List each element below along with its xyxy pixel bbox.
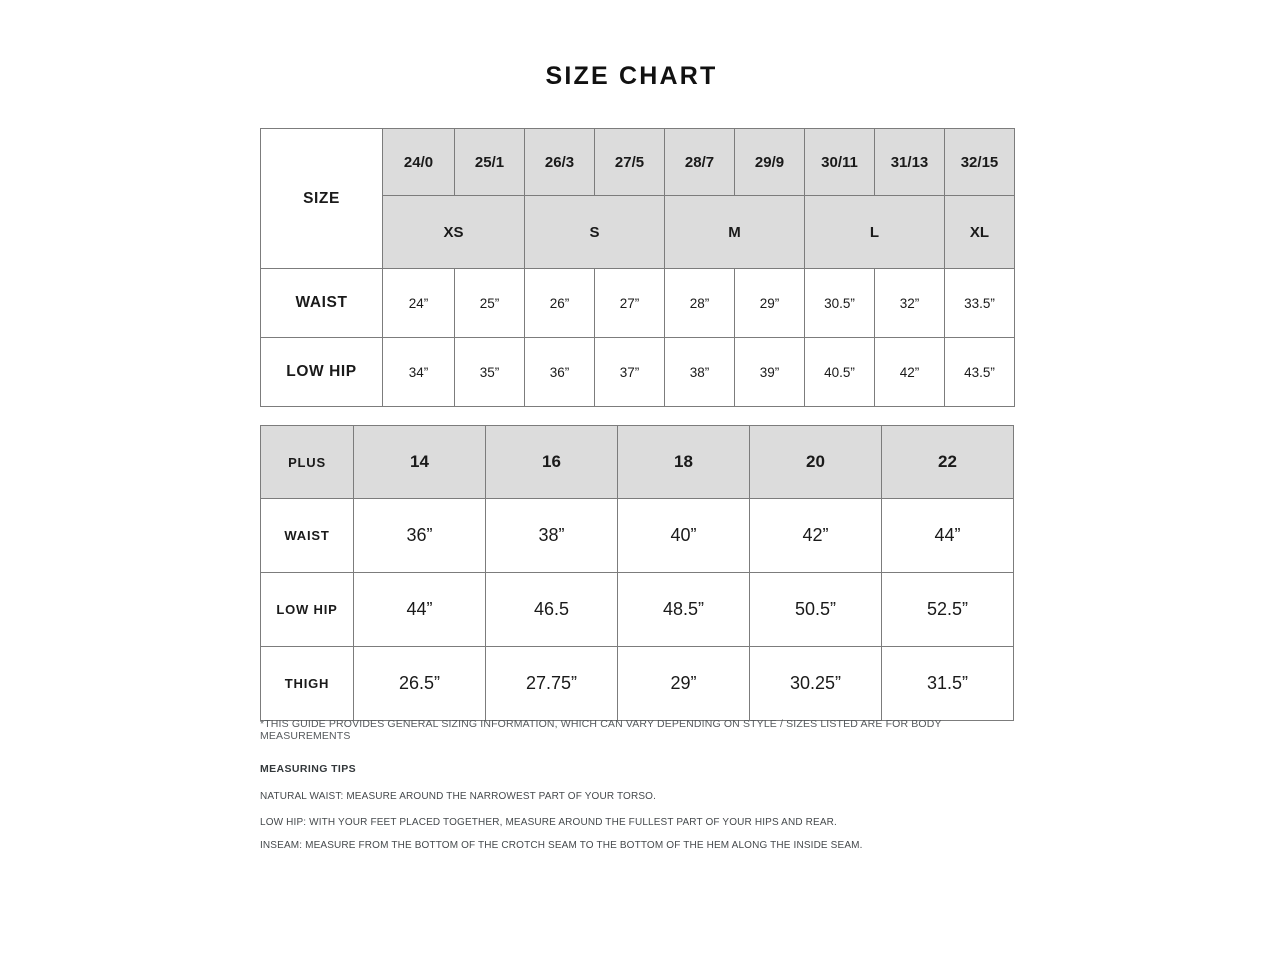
measurement-cell: 30.5”: [805, 269, 875, 338]
size-label-cell: SIZE: [261, 129, 383, 269]
measurement-cell: 27.75”: [486, 647, 618, 721]
row-label-low-hip: LOW HIP: [261, 573, 354, 647]
row-label-waist: WAIST: [261, 499, 354, 573]
measuring-tips-heading: MEASURING TIPS: [260, 763, 357, 775]
table-row: [261, 269, 1015, 338]
measuring-tip: NATURAL WAIST: MEASURE AROUND THE NARROWEST PART OF YOUR TORSO.: [260, 791, 656, 802]
size-header-cell: 32/15: [945, 129, 1015, 196]
measurement-cell: 37”: [595, 338, 665, 407]
sizing-footnote: *THIS GUIDE PROVIDES GENERAL SIZING INFORMATION, WHICH CAN VARY DEPENDING ON STYLE / SIZES LISTED ARE FOR BODY MEASUREMENTS: [260, 718, 942, 742]
measurement-cell: 30.25”: [750, 647, 882, 721]
plus-size-header-cell: 14: [354, 426, 486, 499]
plus-size-header-cell: 18: [618, 426, 750, 499]
measurement-cell: 27”: [595, 269, 665, 338]
plus-label-cell: PLUS: [261, 426, 354, 499]
plus-size-header-cell: 22: [882, 426, 1014, 499]
size-header-cell: 27/5: [595, 129, 665, 196]
letter-size-cell: S: [525, 196, 665, 269]
size-header-cell: 29/9: [735, 129, 805, 196]
measurement-cell: 36”: [354, 499, 486, 573]
measurement-cell: 38”: [665, 338, 735, 407]
measurement-cell: 48.5”: [618, 573, 750, 647]
measurement-cell: 33.5”: [945, 269, 1015, 338]
table-row: [261, 573, 1014, 647]
measurement-cell: 42”: [875, 338, 945, 407]
measurement-cell: 31.5”: [882, 647, 1014, 721]
table-row: [261, 426, 1014, 499]
table-row: [261, 499, 1014, 573]
letter-size-cell: XL: [945, 196, 1015, 269]
size-header-cell: 30/11: [805, 129, 875, 196]
table-row: [261, 129, 1015, 196]
standard-size-table: [260, 128, 1015, 407]
measurement-cell: 44”: [882, 499, 1014, 573]
measurement-cell: 26”: [525, 269, 595, 338]
measurement-cell: 43.5”: [945, 338, 1015, 407]
measurement-cell: 38”: [486, 499, 618, 573]
measurement-cell: 36”: [525, 338, 595, 407]
measurement-cell: 34”: [383, 338, 455, 407]
measurement-cell: 35”: [455, 338, 525, 407]
measurement-cell: 50.5”: [750, 573, 882, 647]
row-label-low-hip: LOW HIP: [261, 338, 383, 407]
size-header-cell: 26/3: [525, 129, 595, 196]
measurement-cell: 25”: [455, 269, 525, 338]
measuring-tip: INSEAM: MEASURE FROM THE BOTTOM OF THE CROTCH SEAM TO THE BOTTOM OF THE HEM ALONG THE INSIDE SEAM.: [260, 840, 863, 851]
letter-size-cell: M: [665, 196, 805, 269]
plus-size-header-cell: 16: [486, 426, 618, 499]
plus-size-table: [260, 425, 1014, 721]
measurement-cell: 39”: [735, 338, 805, 407]
size-header-cell: 28/7: [665, 129, 735, 196]
page-title: SIZE CHART: [545, 62, 718, 90]
letter-size-cell: XS: [383, 196, 525, 269]
row-label-waist: WAIST: [261, 269, 383, 338]
table-row: [261, 647, 1014, 721]
measurement-cell: 26.5”: [354, 647, 486, 721]
measurement-cell: 40.5”: [805, 338, 875, 407]
measurement-cell: 29”: [735, 269, 805, 338]
measurement-cell: 32”: [875, 269, 945, 338]
measurement-cell: 24”: [383, 269, 455, 338]
measurement-cell: 52.5”: [882, 573, 1014, 647]
measurement-cell: 44”: [354, 573, 486, 647]
row-label-thigh: THIGH: [261, 647, 354, 721]
measurement-cell: 29”: [618, 647, 750, 721]
size-header-cell: 24/0: [383, 129, 455, 196]
measurement-cell: 42”: [750, 499, 882, 573]
size-header-cell: 25/1: [455, 129, 525, 196]
letter-size-cell: L: [805, 196, 945, 269]
measurement-cell: 46.5: [486, 573, 618, 647]
size-header-cell: 31/13: [875, 129, 945, 196]
measurement-cell: 28”: [665, 269, 735, 338]
measuring-tip: LOW HIP: WITH YOUR FEET PLACED TOGETHER, MEASURE AROUND THE FULLEST PART OF YOUR HIPS AND REAR.: [260, 817, 837, 828]
measurement-cell: 40”: [618, 499, 750, 573]
table-row: [261, 338, 1015, 407]
plus-size-header-cell: 20: [750, 426, 882, 499]
